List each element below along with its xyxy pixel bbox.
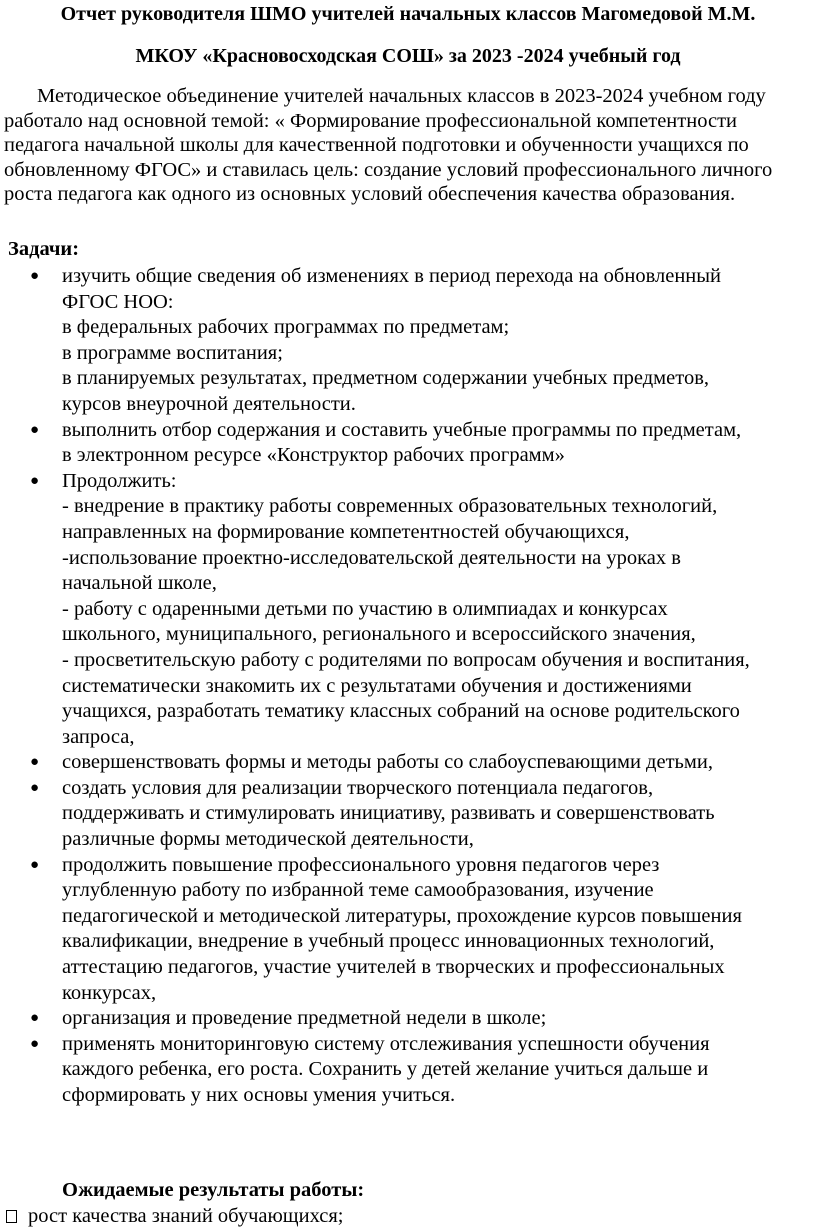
task-line: в планируемых результатах, предметном содержании учебных предметов, (62, 367, 710, 390)
bullet-icon: ● (30, 1010, 40, 1027)
task-line: ФГОС НОО: (62, 290, 174, 313)
task-item (0, 776, 816, 853)
task-line: запроса, (62, 725, 135, 748)
task-item (0, 853, 816, 1007)
task-line: в электронном ресурсе «Конструктор рабочих программ» (62, 444, 565, 467)
task-line: изучить общие сведения об изменениях в период перехода на обновленный (62, 265, 722, 287)
task-item (0, 1032, 816, 1109)
task-line: школьного, муниципального, регионального и всероссийского значения, (62, 623, 696, 646)
task-line: направленных на формирование компетентностей обучающихся, (62, 520, 630, 543)
task-item (0, 1006, 816, 1032)
task-line: педагогической и методической литературы, прохождение курсов повышения (62, 904, 742, 927)
bullet-icon: ● (30, 268, 40, 284)
task-line: - внедрение в практику работы современных образовательных технологий, (62, 495, 718, 518)
tasks-heading: Задачи: (8, 238, 80, 260)
task-line: квалификации, внедрение в учебный процесс инновационных технологий, (62, 930, 715, 953)
task-line: различные формы методической деятельности, (62, 828, 474, 851)
intro-paragraph: Методическое объединение учителей начальных классов в 2023-2024 учебном году работало над основной темой: « Формирование профессиональной компетентности педагога начальной школы для качественной подготовки и обученности учащихся по обновленному ФГОС» и ставилась цель: создание условий профессионального личного роста педагога как одного из основных условий обеспечения качества образования. (4, 85, 773, 205)
task-line: поддерживать и стимулировать инициативу, развивать и совершенствовать (62, 802, 715, 825)
task-line: сформировать у них основы умения учиться. (62, 1084, 456, 1106)
task-line: конкурсах, (62, 981, 157, 1004)
task-line: применять мониторинговую систему отслеживания успешности обучения (62, 1032, 710, 1055)
task-line: аттестацию педагогов, участие учителей в творческих и профессиональных (62, 956, 725, 979)
task-line: систематически знакомить их с результатами обучения и достижениями (62, 674, 692, 697)
task-item (0, 469, 816, 751)
result-text: рост качества знаний обучающихся; (28, 1205, 344, 1227)
task-line: -использование проектно-исследовательской деятельности на уроках в (62, 546, 681, 569)
bullet-icon: ● (30, 856, 40, 873)
task-line: Продолжить: (62, 469, 177, 492)
task-line: создать условия для реализации творческого потенциала педагогов, (62, 776, 654, 799)
report-subtitle: МКОУ «Красновосходская СОШ» за 2023 -2024 учебный год (135, 45, 681, 67)
checkbox-placeholder-icon (6, 1210, 17, 1223)
task-line: организация и проведение предметной недели в школе; (62, 1007, 547, 1030)
task-line: выполнить отбор содержания и составить учебные программы по предметам, (62, 418, 742, 441)
task-line: - работу с одаренными детьми по участию в олимпиадах и конкурсах (62, 597, 668, 620)
task-item (0, 418, 816, 469)
task-line: в программе воспитания; (62, 341, 283, 364)
bullet-icon: ● (30, 1035, 40, 1052)
task-line: совершенствовать формы и методы работы со слабоуспевающими детьми, (62, 751, 713, 774)
task-line: курсов внеурочной деятельности. (62, 392, 356, 415)
bullet-icon: ● (30, 472, 40, 489)
task-list (0, 264, 816, 1109)
task-line: в федеральных рабочих программах по предметам; (62, 316, 510, 339)
task-line: продолжить повышение профессионального уровня педагогов через (62, 853, 660, 876)
task-line: - просветительскую работу с родителями по вопросам обучения и воспитания, (62, 648, 750, 671)
task-item (0, 750, 816, 776)
task-line: учащихся, разработать тематику классных собраний на основе родительского (62, 700, 740, 723)
expected-results-heading: Ожидаемые результаты работы: (62, 1179, 365, 1201)
task-line: углубленную работу по избранной теме самообразования, изучение (62, 879, 654, 902)
task-line: начальной школе, (62, 572, 217, 595)
report-title: Отчет руководителя ШМО учителей начальных классов Магомедовой М.М. (60, 3, 756, 25)
bullet-icon: ● (30, 754, 40, 771)
task-item (0, 264, 816, 418)
task-line: каждого ребенка, его роста. Сохранить у детей желание учиться дальше и (62, 1058, 709, 1081)
bullet-icon: ● (30, 779, 40, 796)
bullet-icon: ● (30, 421, 40, 438)
